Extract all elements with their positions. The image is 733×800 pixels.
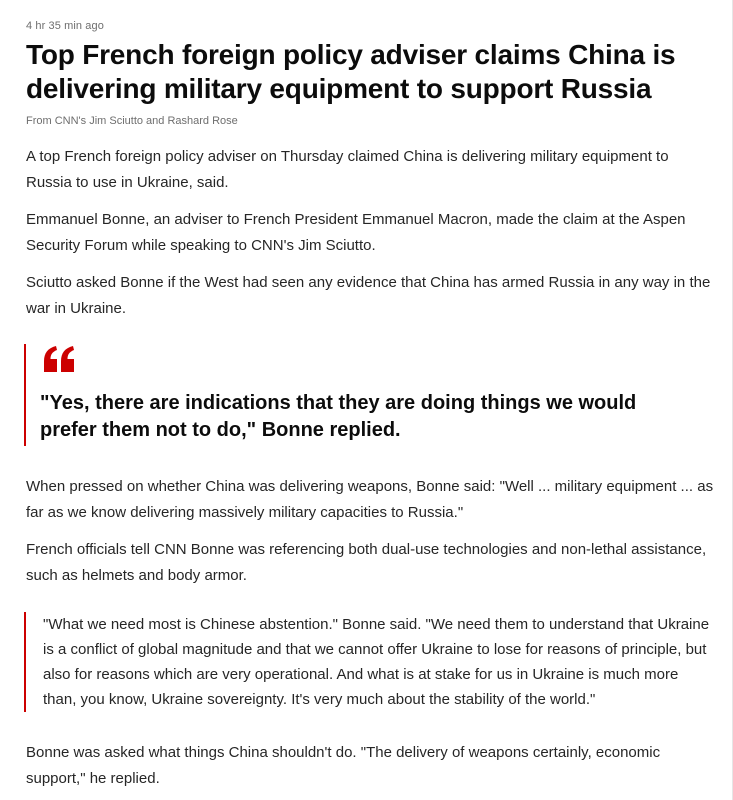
blockquote-text: "What we need most is Chinese abstention." Bonne said. "We need them to understand that Ukraine is a conflict of global magnitude and that we cannot offer Ukraine to lose for reasons of principle, but also for reasons which are very operational. And what is at stake for us in Ukraine is much more than, you know, Ukraine sovereignty. It's very much about the stability of the world."	[43, 616, 710, 708]
paragraph: A top French foreign policy adviser on Thursday claimed China is delivering military equipment to Russia to use in Ukraine, said.	[26, 148, 669, 191]
paragraph: Sciutto asked Bonne if the West had seen any evidence that China has armed Russia in any way in the war in Ukraine.	[26, 274, 711, 317]
pullquote	[24, 344, 694, 446]
paragraph: Bonne was asked what things China shouldn't do. "The delivery of weapons certainly, economic support," he replied.	[26, 744, 661, 787]
timestamp: 4 hr 35 min ago	[26, 20, 104, 32]
pullquote-text: "Yes, there are indications that they are doing things we would prefer them not to do," Bonne replied.	[40, 392, 637, 441]
headline: Top French foreign policy adviser claims China is delivering military equipment to support Russia	[26, 39, 676, 104]
paragraph: Emmanuel Bonne, an adviser to French President Emmanuel Macron, made the claim at the Aspen Security Forum while speaking to CNN's Jim Sciutto.	[26, 211, 686, 254]
paragraph: When pressed on whether China was delivering weapons, Bonne said: "Well ... military equipment ... as far as we know delivering massively military capacities to Russia."	[26, 478, 714, 521]
quotation-mark-icon	[42, 346, 76, 372]
blockquote	[24, 612, 714, 712]
byline: From CNN's Jim Sciutto and Rashard Rose	[26, 115, 238, 127]
paragraph: French officials tell CNN Bonne was referencing both dual-use technologies and non-lethal assistance, such as helmets and body armor.	[26, 541, 707, 584]
